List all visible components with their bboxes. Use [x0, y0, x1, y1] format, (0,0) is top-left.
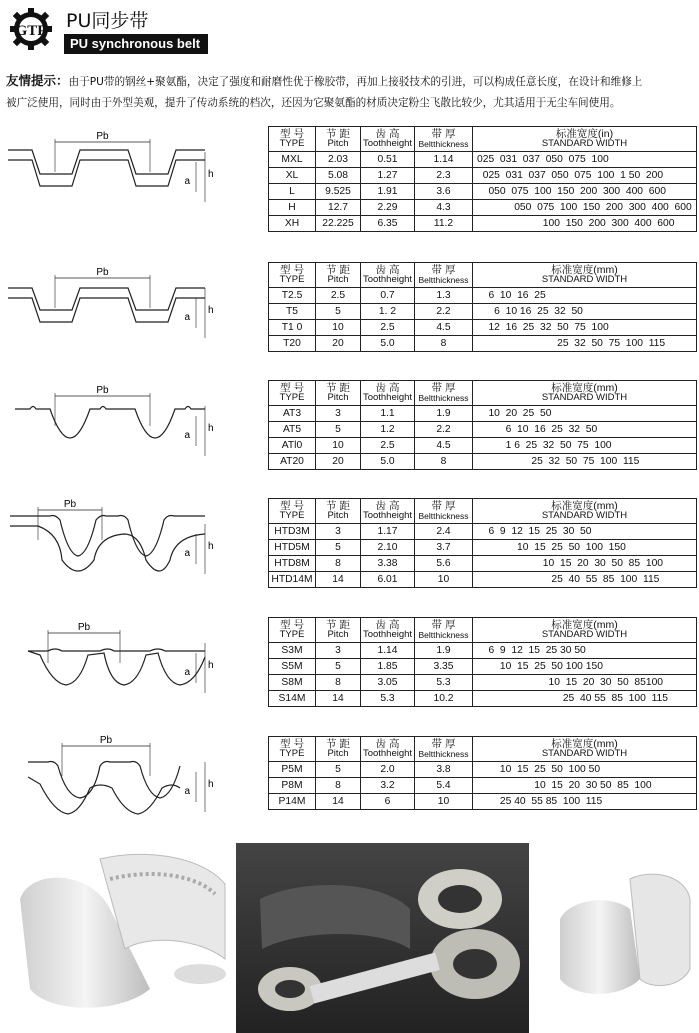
header-type: 型 号 TYPE — [269, 263, 316, 288]
cell-standard-width: 10 15 20 30 50 85 100 — [473, 778, 697, 794]
cell-pitch: 5 — [316, 304, 361, 320]
cell-standard-width: 050 075 100 150 200 300 400 600 — [473, 200, 697, 216]
cell-tooth-height: 6.01 — [361, 572, 415, 588]
header-belt-thickness: 带 厚 Beltthickness — [415, 127, 473, 152]
cell-belt-thickness: 4.5 — [415, 438, 473, 454]
header-standard-width: 标准宽度(mm) STANDARD WIDTH — [473, 618, 697, 643]
header-tooth-height: 齿 高 Toothheight — [361, 737, 415, 762]
header-type: 型 号 TYPE — [269, 499, 316, 524]
belt-profile-diagram — [0, 494, 262, 604]
cell-belt-thickness: 1.14 — [415, 152, 473, 168]
cell-pitch: 8 — [316, 556, 361, 572]
table-row — [269, 200, 697, 216]
cell-tooth-height: 3.38 — [361, 556, 415, 572]
table-row — [269, 336, 697, 352]
belt-height-label: h — [208, 305, 214, 316]
header-standard-width: 标准宽度(mm) STANDARD WIDTH — [473, 381, 697, 406]
pitch-label: Pb — [96, 131, 109, 142]
header-standard-width: 标准宽度(mm) STANDARD WIDTH — [473, 499, 697, 524]
table-row — [269, 152, 697, 168]
spec-table — [268, 262, 697, 352]
cell-standard-width: 25 40 55 85 100 115 — [473, 691, 697, 707]
table-row — [269, 794, 697, 810]
cell-belt-thickness: 10 — [415, 572, 473, 588]
cell-type: AT5 — [269, 422, 316, 438]
cell-type: P5M — [269, 762, 316, 778]
table-header-row — [269, 618, 697, 643]
table-row — [269, 556, 697, 572]
belt-profile-diagram — [0, 376, 262, 486]
belt-section — [0, 258, 699, 368]
cell-tooth-height: 2.5 — [361, 320, 415, 336]
tooth-height-label: a — [184, 786, 190, 797]
belt-profile-diagram — [0, 732, 262, 842]
pitch-label: Pb — [96, 385, 109, 396]
cell-type: AT3 — [269, 406, 316, 422]
belt-section — [0, 732, 699, 842]
cell-belt-thickness: 2.2 — [415, 304, 473, 320]
tip-label: 友情提示： — [6, 73, 69, 88]
table-row — [269, 454, 697, 470]
cell-pitch: 3 — [316, 643, 361, 659]
cell-type: T1 0 — [269, 320, 316, 336]
cell-belt-thickness: 3.35 — [415, 659, 473, 675]
pitch-label: Pb — [63, 499, 77, 510]
cell-type: HTD3M — [269, 524, 316, 540]
table-row — [269, 691, 697, 707]
cell-type: ATl0 — [269, 438, 316, 454]
header-tooth-height: 齿 高 Toothheight — [361, 381, 415, 406]
table-row — [269, 675, 697, 691]
cell-standard-width: 025 031 037 050 075 100 — [473, 152, 697, 168]
header-type: 型 号 TYPE — [269, 127, 316, 152]
cell-type: T5 — [269, 304, 316, 320]
cell-tooth-height: 1.91 — [361, 184, 415, 200]
spec-table — [268, 126, 697, 232]
cell-type: S5M — [269, 659, 316, 675]
belt-height-label: h — [208, 423, 214, 434]
cell-belt-thickness: 4.5 — [415, 320, 473, 336]
table-row — [269, 524, 697, 540]
cell-standard-width: 100 150 200 300 400 600 — [473, 216, 697, 232]
cell-tooth-height: 1.17 — [361, 524, 415, 540]
photo-middle — [236, 843, 529, 1033]
cell-belt-thickness: 3.6 — [415, 184, 473, 200]
cell-tooth-height: 1.14 — [361, 643, 415, 659]
cell-type: XL — [269, 168, 316, 184]
table-row — [269, 572, 697, 588]
table-row — [269, 320, 697, 336]
cell-type: AT20 — [269, 454, 316, 470]
cell-standard-width: 1 6 25 32 50 75 100 — [473, 438, 697, 454]
cell-belt-thickness: 1.9 — [415, 643, 473, 659]
cell-belt-thickness: 10.2 — [415, 691, 473, 707]
header-belt-thickness: 带 厚 Beltthickness — [415, 618, 473, 643]
cell-pitch: 20 — [316, 454, 361, 470]
cell-belt-thickness: 2.2 — [415, 422, 473, 438]
table-row — [269, 288, 697, 304]
cell-tooth-height: 2.0 — [361, 762, 415, 778]
cell-belt-thickness: 8 — [415, 454, 473, 470]
spec-table — [268, 617, 697, 707]
table-header-row — [269, 127, 697, 152]
cell-pitch: 10 — [316, 320, 361, 336]
header-pitch: 节 距 Pitch — [316, 737, 361, 762]
header-type: 型 号 TYPE — [269, 737, 316, 762]
cell-tooth-height: 1.2 — [361, 422, 415, 438]
belt-section — [0, 376, 699, 486]
header-standard-width: 标准宽度(in) STANDARD WIDTH — [473, 127, 697, 152]
tip-line-1: 由于PU带的钢丝+聚氨酯，决定了强度和耐磨性优于橡胶带，再加上接驳技术的引进，可以构成任意长度，在设计和维修上 — [68, 76, 643, 88]
tooth-height-label: a — [184, 430, 190, 441]
cell-standard-width: 10 15 25 50 100 50 — [473, 762, 697, 778]
belt-section — [0, 122, 699, 232]
belt-profile-diagram — [0, 258, 262, 368]
pitch-label: Pb — [77, 622, 91, 633]
cell-standard-width: 6 9 12 15 25 30 50 — [473, 643, 697, 659]
cell-type: HTD14M — [269, 572, 316, 588]
belt-section — [0, 613, 699, 723]
table-row — [269, 216, 697, 232]
gtp-logo — [5, 6, 57, 52]
tip-paragraph — [6, 70, 696, 114]
cell-tooth-height: 5.0 — [361, 336, 415, 352]
cell-belt-thickness: 8 — [415, 336, 473, 352]
cell-belt-thickness: 10 — [415, 794, 473, 810]
header-type: 型 号 TYPE — [269, 381, 316, 406]
cell-belt-thickness: 3.8 — [415, 762, 473, 778]
page-title-en: PU synchronous belt — [64, 34, 208, 54]
cell-type: H — [269, 200, 316, 216]
cell-standard-width: 025 031 037 050 075 100 1 50 200 — [473, 168, 697, 184]
header-belt-thickness: 带 厚 Beltthickness — [415, 381, 473, 406]
belt-height-label: h — [208, 169, 214, 180]
cell-tooth-height: 1. 2 — [361, 304, 415, 320]
cell-pitch: 5 — [316, 540, 361, 556]
cell-pitch: 2.5 — [316, 288, 361, 304]
cell-pitch: 5 — [316, 422, 361, 438]
cell-tooth-height: 2.5 — [361, 438, 415, 454]
cell-pitch: 20 — [316, 336, 361, 352]
cell-tooth-height: 0.7 — [361, 288, 415, 304]
cell-belt-thickness: 1.9 — [415, 406, 473, 422]
cell-belt-thickness: 5.6 — [415, 556, 473, 572]
header-tooth-height: 齿 高 Toothheight — [361, 618, 415, 643]
table-row — [269, 406, 697, 422]
table-row — [269, 304, 697, 320]
cell-type: L — [269, 184, 316, 200]
header-tooth-height: 齿 高 Toothheight — [361, 263, 415, 288]
cell-type: HTD5M — [269, 540, 316, 556]
table-header-row — [269, 381, 697, 406]
cell-pitch: 14 — [316, 691, 361, 707]
belt-height-label: h — [208, 541, 214, 552]
page-title-cn: PU同步带 — [66, 10, 149, 32]
cell-standard-width: 10 20 25 50 — [473, 406, 697, 422]
product-photos — [0, 839, 699, 1033]
cell-belt-thickness: 1.3 — [415, 288, 473, 304]
cell-pitch: 3 — [316, 406, 361, 422]
cell-pitch: 5 — [316, 762, 361, 778]
cell-tooth-height: 1.1 — [361, 406, 415, 422]
tooth-height-label: a — [184, 667, 190, 678]
cell-standard-width: 12 16 25 32 50 75 100 — [473, 320, 697, 336]
header-belt-thickness: 带 厚 Beltthickness — [415, 263, 473, 288]
cell-tooth-height: 1.27 — [361, 168, 415, 184]
table-header-row — [269, 499, 697, 524]
cell-type: S3M — [269, 643, 316, 659]
spec-table — [268, 498, 697, 588]
cell-pitch: 10 — [316, 438, 361, 454]
cell-tooth-height: 1.85 — [361, 659, 415, 675]
cell-type: HTD8M — [269, 556, 316, 572]
cell-tooth-height: 5.0 — [361, 454, 415, 470]
header-pitch: 节 距 Pitch — [316, 127, 361, 152]
cell-tooth-height: 3.2 — [361, 778, 415, 794]
cell-tooth-height: 3.05 — [361, 675, 415, 691]
photo-right — [560, 874, 690, 994]
cell-pitch: 5.08 — [316, 168, 361, 184]
cell-belt-thickness: 2.3 — [415, 168, 473, 184]
belt-profile-diagram — [0, 613, 262, 723]
cell-pitch: 8 — [316, 675, 361, 691]
header-tooth-height: 齿 高 Toothheight — [361, 499, 415, 524]
tooth-height-label: a — [184, 548, 190, 559]
header-pitch: 节 距 Pitch — [316, 381, 361, 406]
cell-belt-thickness: 5.4 — [415, 778, 473, 794]
table-row — [269, 438, 697, 454]
cell-type: XH — [269, 216, 316, 232]
cell-pitch: 8 — [316, 778, 361, 794]
cell-type: P8M — [269, 778, 316, 794]
cell-belt-thickness: 11.2 — [415, 216, 473, 232]
table-row — [269, 778, 697, 794]
cell-pitch: 22.225 — [316, 216, 361, 232]
tooth-height-label: a — [184, 312, 190, 323]
header-pitch: 节 距 Pitch — [316, 499, 361, 524]
cell-standard-width: 10 15 20 30 50 85100 — [473, 675, 697, 691]
cell-pitch: 3 — [316, 524, 361, 540]
cell-standard-width: 6 10 16 25 — [473, 288, 697, 304]
header-standard-width: 标准宽度(mm) STANDARD WIDTH — [473, 263, 697, 288]
cell-pitch: 14 — [316, 794, 361, 810]
table-row — [269, 168, 697, 184]
cell-type: T2.5 — [269, 288, 316, 304]
spec-table — [268, 380, 697, 470]
cell-type: T20 — [269, 336, 316, 352]
header-type: 型 号 TYPE — [269, 618, 316, 643]
cell-standard-width: 25 40 55 85 100 115 — [473, 794, 697, 810]
header-pitch: 节 距 Pitch — [316, 263, 361, 288]
cell-standard-width: 10 15 25 50 100 150 — [473, 540, 697, 556]
header-standard-width: 标准宽度(mm) STANDARD WIDTH — [473, 737, 697, 762]
belt-height-label: h — [208, 660, 214, 671]
cell-belt-thickness: 2.4 — [415, 524, 473, 540]
cell-standard-width: 25 40 55 85 100 115 — [473, 572, 697, 588]
cell-pitch: 5 — [316, 659, 361, 675]
cell-pitch: 14 — [316, 572, 361, 588]
cell-type: S8M — [269, 675, 316, 691]
cell-belt-thickness: 5.3 — [415, 675, 473, 691]
cell-type: MXL — [269, 152, 316, 168]
cell-tooth-height: 2.10 — [361, 540, 415, 556]
cell-type: P14M — [269, 794, 316, 810]
cell-tooth-height: 2.29 — [361, 200, 415, 216]
cell-tooth-height: 0.51 — [361, 152, 415, 168]
cell-belt-thickness: 3.7 — [415, 540, 473, 556]
cell-tooth-height: 6 — [361, 794, 415, 810]
table-row — [269, 659, 697, 675]
table-row — [269, 643, 697, 659]
cell-standard-width: 6 10 16 25 32 50 — [473, 422, 697, 438]
cell-standard-width: 6 9 12 15 25 30 50 — [473, 524, 697, 540]
belt-height-label: h — [208, 779, 214, 790]
table-row — [269, 184, 697, 200]
cell-standard-width: 10 15 25 50 100 150 — [473, 659, 697, 675]
cell-standard-width: 25 32 50 75 100 115 — [473, 336, 697, 352]
cell-tooth-height: 6.35 — [361, 216, 415, 232]
cell-type: S14M — [269, 691, 316, 707]
pitch-label: Pb — [99, 735, 113, 746]
cell-standard-width: 050 075 100 150 200 300 400 600 — [473, 184, 697, 200]
cell-pitch: 2.03 — [316, 152, 361, 168]
header-pitch: 节 距 Pitch — [316, 618, 361, 643]
header-belt-thickness: 带 厚 Beltthickness — [415, 737, 473, 762]
cell-standard-width: 6 10 16 25 32 50 — [473, 304, 697, 320]
table-header-row — [269, 737, 697, 762]
cell-pitch: 12.7 — [316, 200, 361, 216]
table-row — [269, 540, 697, 556]
pitch-label: Pb — [96, 267, 109, 278]
photo-left — [20, 854, 226, 1007]
table-row — [269, 762, 697, 778]
cell-standard-width: 25 32 50 75 100 115 — [473, 454, 697, 470]
table-row — [269, 422, 697, 438]
spec-table — [268, 736, 697, 810]
cell-standard-width: 10 15 20 30 50 85 100 — [473, 556, 697, 572]
cell-pitch: 9.525 — [316, 184, 361, 200]
table-header-row — [269, 263, 697, 288]
header-belt-thickness: 带 厚 Beltthickness — [415, 499, 473, 524]
cell-tooth-height: 5.3 — [361, 691, 415, 707]
logo-text: GTP — [15, 23, 47, 39]
belt-section — [0, 494, 699, 604]
tip-line-2: 被广泛使用，同时由于外型美观，提升了传动系统的档次，还因为它聚氨酯的材质决定粉尘飞散比较少，尤其适用于无尘车间使用。 — [6, 97, 621, 109]
cell-belt-thickness: 4.3 — [415, 200, 473, 216]
header-tooth-height: 齿 高 Toothheight — [361, 127, 415, 152]
belt-profile-diagram — [0, 122, 262, 232]
tooth-height-label: a — [184, 176, 190, 187]
